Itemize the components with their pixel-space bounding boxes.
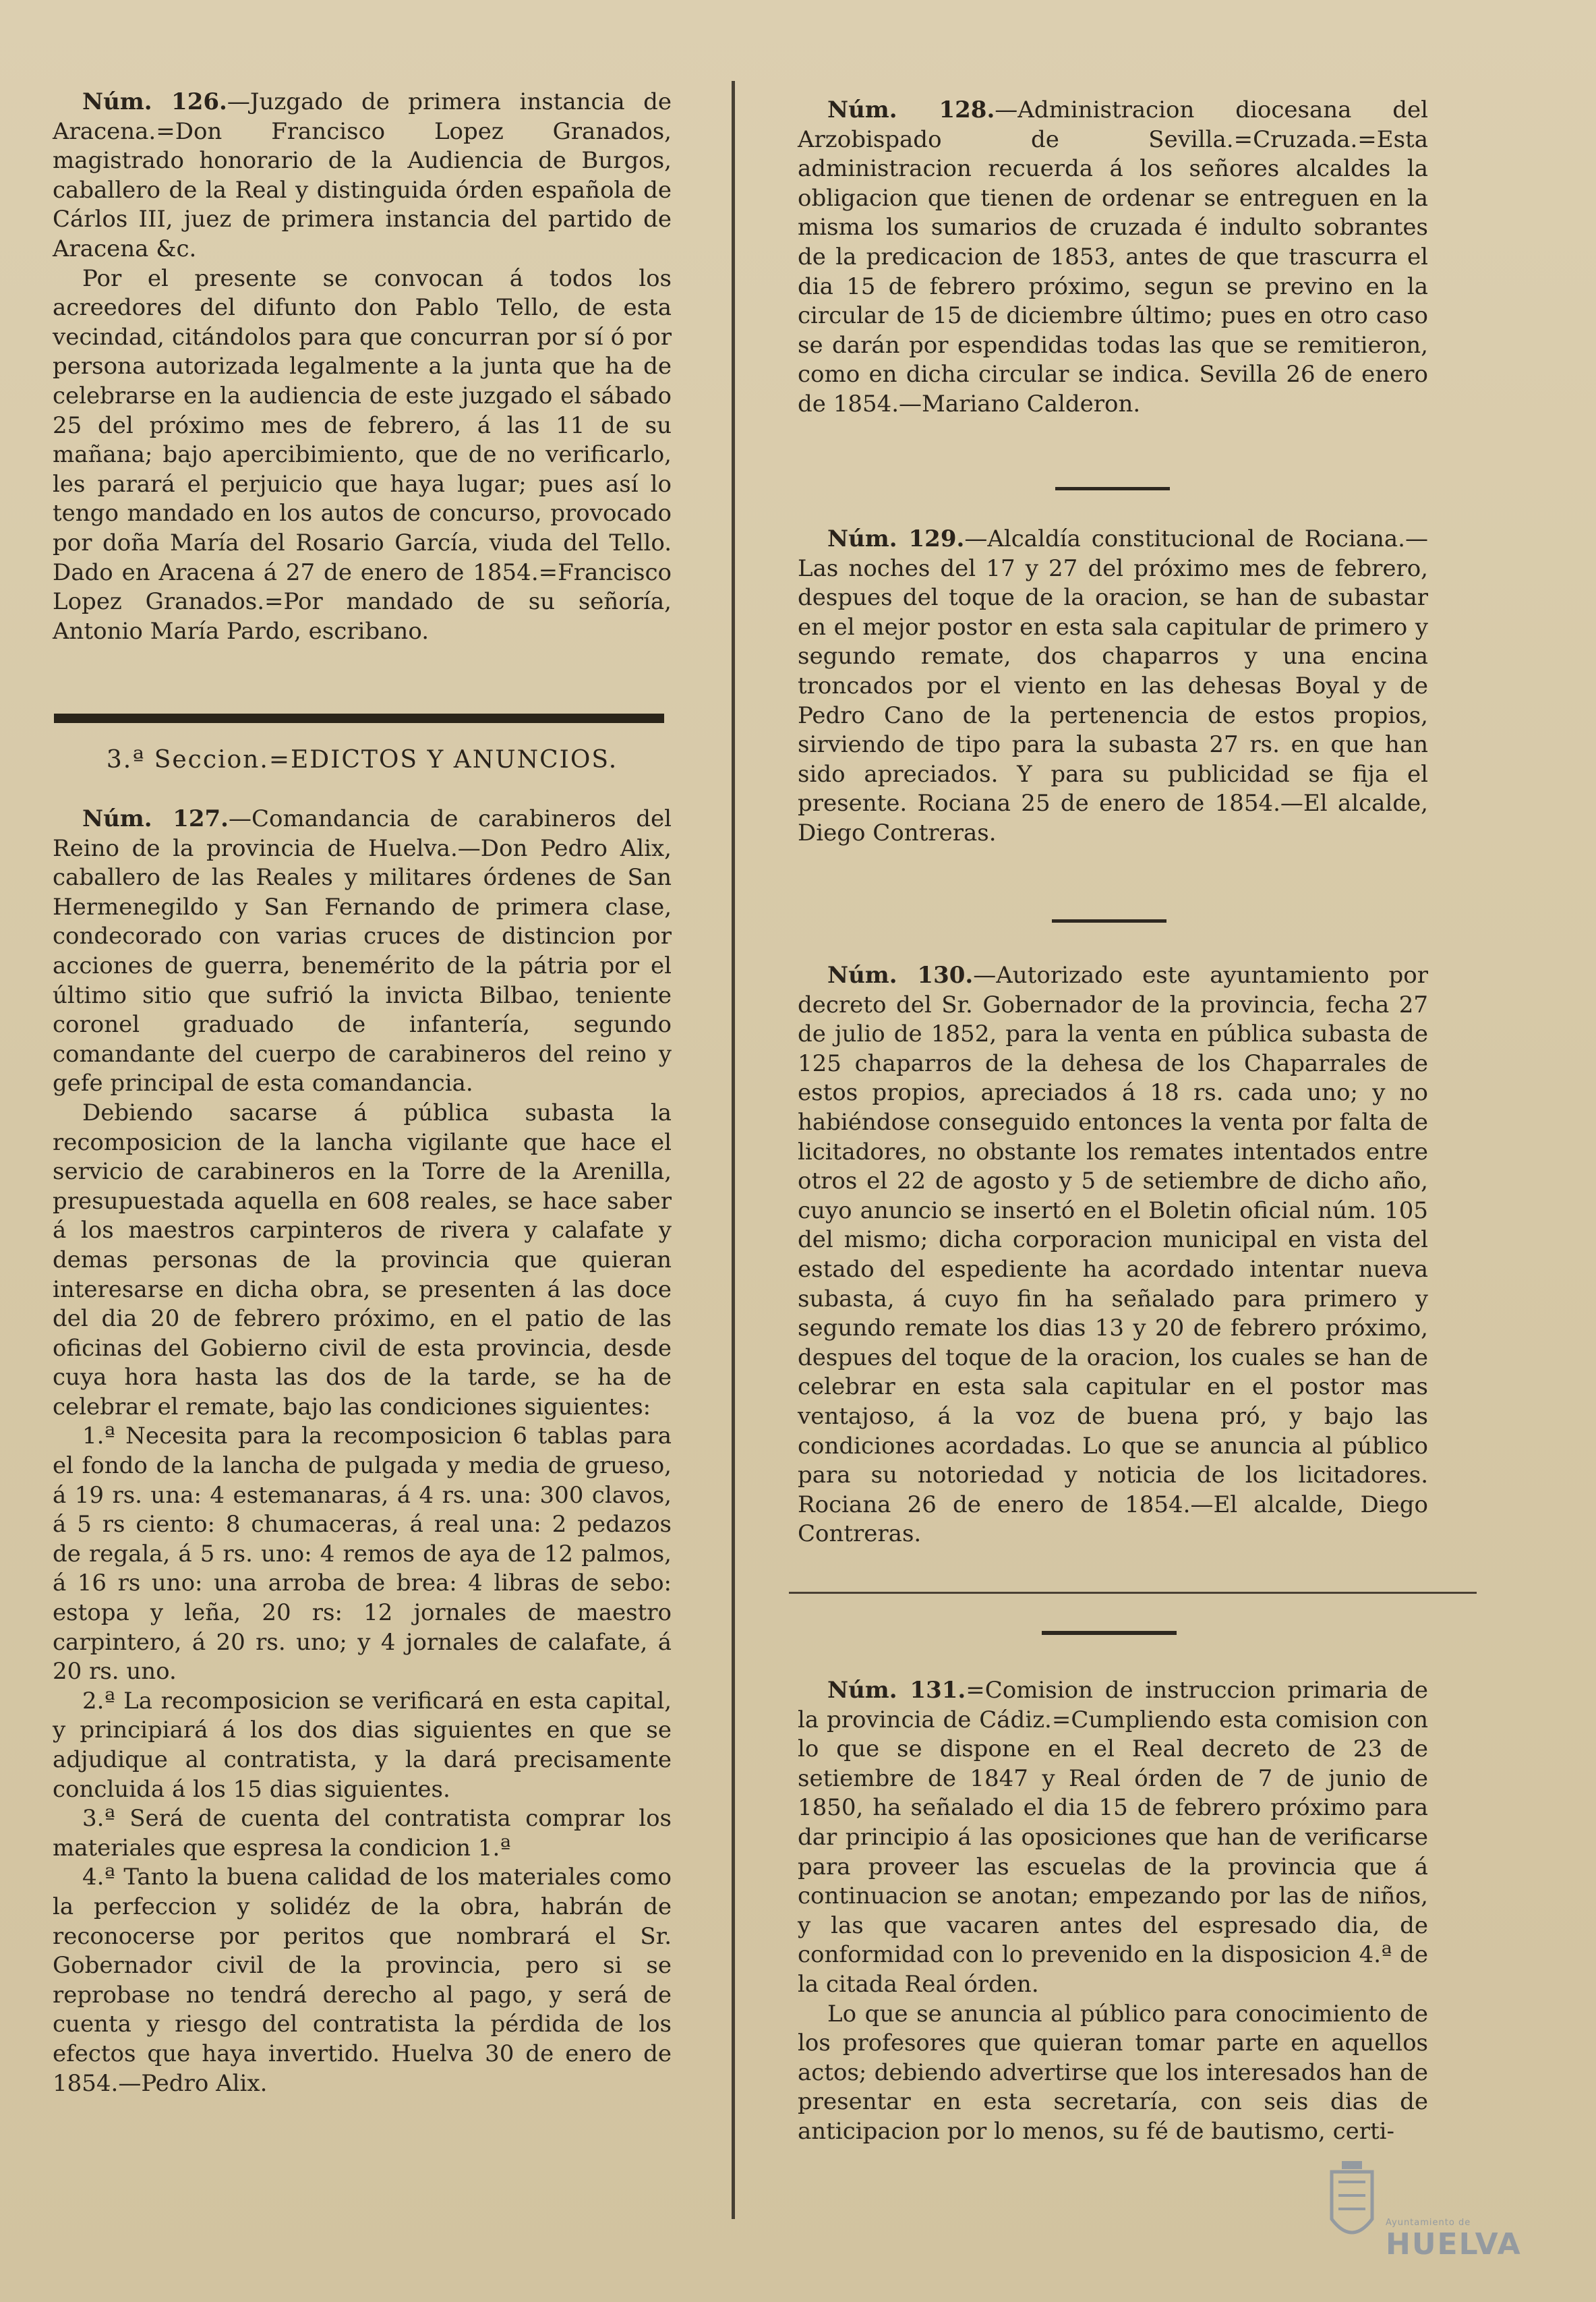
notice-text: —Autorizado este ayuntamiento por decreto del Sr. Gobernador de la provincia, fecha 27 de julio de 1852, para la venta en pública subasta de 125 chaparros de la dehesa de los Chaparrales de estos propios, apreciados á 18 rs. cada uno; y no habiéndose conseguido entonces la venta por falta de licitadores, no obstante los remates intentados entre otros el 22 de agosto y 5 de setiembre de dicho año, cuyo anuncio se insertó en el Boletin oficial núm. 105 del mismo; dicha corporacion municipal en vista del estado del espediente ha acordado intentar nueva subasta, á cuyo fin ha señalado para primero y segundo remate los dias 13 y 20 de febrero próximo, despues del toque de la oracion, los cuales se han de celebrar en esta sala capitular en el postor mas ventajoso, á la voz de buena pró, y bajo las condiciones acordadas. Lo que se anuncia al público para su notoriedad y noticia de los licitadores. Rociana 26 de enero de 1854.—El alcalde, Diego Contreras.	[798, 962, 1428, 1548]
notice-lead: —Juzgado de primera instancia de Aracena.=Don Francisco Lopez Granados, magistrado honorario de la Audiencia de Burgos, caballero de la Real y distinguida órden española de Cárlos III, juez de primera instancia del partido de Aracena &c.	[53, 88, 672, 262]
section-rule	[54, 714, 664, 723]
column-rule	[789, 1592, 1477, 1594]
notice-131	[798, 1676, 1428, 2147]
notice-text: =Comision de instruccion primaria de la provincia de Cádiz.=Cumpliendo esta comision con lo que se dispone en el Real decreto de 23 de setiembre de 1847 y Real órden de 7 de junio de 1850, ha señalado el dia 15 de febrero próximo para dar principio á las oposiciones que han de verificarse para proveer las escuelas de la provincia que á continuacion se anotan; empezando por las de niños, y las que vacaren antes del espresado dia, de conformidad con lo prevenido en la disposicion 4.ª de la citada Real órden.	[798, 1677, 1428, 1998]
separator-dash	[1052, 919, 1166, 923]
notice-text: —Alcaldía constitucional de Rociana.—Las noches del 17 y 27 del próximo mes de febrero, despues del toque de la oracion, se han de subastar en el mejor postor en esta sala capitular de primero y segundo remate, dos chaparros y una encina troncados por el viento en las dehesas Boyal y de Pedro Cano de la pertenencia de estos propios, sirviendo de tipo para la subasta 27 rs. en que han sido apreciados. Y para su publicidad se fija el presente. Rociana 25 de enero de 1854.—El alcalde, Diego Contreras.	[798, 525, 1428, 846]
notice-129	[798, 525, 1428, 848]
watermark-title: HUELVA	[1386, 2227, 1522, 2262]
section-title: 3.ª Seccion.=EDICTOS Y ANUNCIOS.	[106, 746, 618, 774]
separator-dash	[1055, 487, 1170, 490]
condition-1: 1.ª Necesita para la recomposicion 6 tablas para el fondo de la lancha de pulgada y media de grueso, á 19 rs. una: 4 estemanaras, á 4 rs. una: 300 clavos, á 5 rs ciento: 8 chumaceras, á real una: 2 pedazos de regala, á 5 rs. uno: 4 remos de aya de 12 palmos, á 16 rs uno: una arroba de brea: 4 libras de sebo: estopa y leña, 20 rs: 12 jornales de maestro carpintero, á 20 rs. uno; y 4 jornales de calafate, á 20 rs. uno.	[53, 1422, 672, 1686]
notice-text: —Administracion diocesana del Arzobispado de Sevilla.=Cruzada.=Esta administracion recuerda á los señores alcaldes la obligacion que tienen de ordenar se entreguen en la misma los sumarios de cruzada é indulto sobrantes de la predicacion de 1853, antes de que trascurra el dia 15 de febrero próximo, segun se previno en la circular de 15 de diciembre último; pues en otro caso se darán por espendidas todas las que se remitieron, como en dicha circular se indica. Sevilla 26 de enero de 1854.—Mariano Calderon.	[798, 96, 1429, 418]
notice-lead: —Comandancia de carabineros del Reino de la provincia de Huelva.—Don Pedro Alix, caballero de las Reales y militares órdenes de San Hermenegildo y San Fernando de primera clase, condecorado con varias cruces de distincion por acciones de guerra, benemérito de la pátria por el último sitio que sufrió la invicta Bilbao, teniente coronel graduado de infantería, segundo comandante del cuerpo de carabineros del reino y gefe principal de esta comandancia.	[53, 805, 672, 1097]
notice-128	[798, 96, 1428, 420]
archive-watermark	[1325, 2158, 1527, 2266]
notice-number: Núm. 130.	[827, 962, 974, 989]
separator-dash	[1042, 1631, 1177, 1635]
column-divider	[732, 81, 735, 2219]
condition-2: 2.ª La recomposicion se verificará en esta capital, y principiará á los dos dias siguientes en que se adjudique al contratista, y la dará precisamente concluida á los 15 dias siguientes.	[53, 1687, 672, 1803]
condition-3: 3.ª Será de cuenta del contratista comprar los materiales que espresa la condicion 1.ª	[53, 1805, 672, 1862]
notice-number: Núm. 127.	[82, 805, 229, 832]
notice-126	[53, 88, 672, 646]
notice-130	[798, 961, 1428, 1549]
notice-body: Lo que se anuncia al público para conocimiento de los profesores que quieran tomar parte en aquellos actos; debiendo advertirse que los interesados han de presentar en esta secretaría, con seis dias de anticipacion por lo menos, su fé de bautismo, certi-	[798, 2000, 1428, 2145]
notice-number: Núm. 126.	[82, 88, 227, 115]
notice-127	[53, 805, 672, 2098]
notice-number: Núm. 128.	[827, 96, 995, 123]
notice-number: Núm. 129.	[827, 525, 965, 552]
crest-icon	[1325, 2158, 1379, 2253]
notice-number: Núm. 131.	[827, 1677, 966, 1704]
condition-4: 4.ª Tanto la buena calidad de los materiales como la perfeccion y solidéz de la obra, habrán de reconocerse por peritos que nombrará el Sr. Gobernador civil de la provincia, pero si se reprobase no tendrá derecho al pago, y será de cuenta y riesgo del contratista la pérdida de los efectos que haya invertido. Huelva 30 de enero de 1854.—Pedro Alix.	[53, 1864, 672, 2097]
watermark-subtitle: Ayuntamiento de	[1386, 2218, 1471, 2228]
notice-body: Por el presente se convocan á todos los acreedores del difunto don Pablo Tello, de esta vecindad, citándolos para que concurran por sí ó por persona autorizada legalmente a la junta que ha de celebrarse en la audiencia de este juzgado el sábado 25 del próximo mes de febrero, á las 11 de su mañana; bajo apercibimiento, que de no verificarlo, les parará el perjuicio que haya lugar; pues así lo tengo mandado en los autos de concurso, provocado por doña María del Rosario García, viuda del Tello. Dado en Aracena á 27 de enero de 1854.=Francisco Lopez Granados.=Por mandado de su señoría, Antonio María Pardo, escribano.	[53, 264, 672, 645]
notice-body: Debiendo sacarse á pública subasta la recomposicion de la lancha vigilante que hace el servicio de carabineros en la Torre de la Arenilla, presupuestada aquella en 608 reales, se hace saber á los maestros carpinteros de rivera y calafate y demas personas de la provincia que quieran interesarse en dicha obra, se presenten á las doce del dia 20 de febrero próximo, en el patio de las oficinas del Gobierno civil de esta provincia, desde cuya hora hasta las dos de la tarde, se ha de celebrar el remate, bajo las condiciones siguientes:	[53, 1099, 672, 1420]
